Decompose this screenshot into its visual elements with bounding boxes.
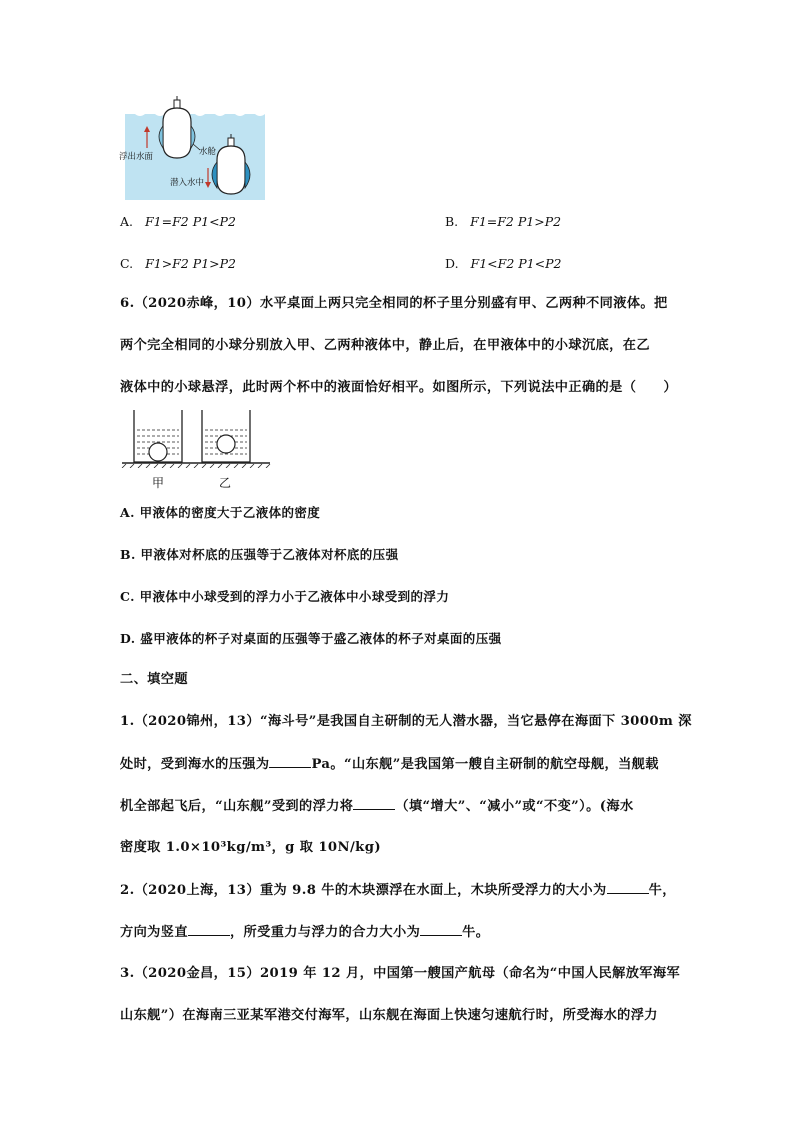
fill2-line-1a: 2.（2020上海，13）重为 9.8 牛的木块漂浮在水面上，木块所受浮力的大小为 xyxy=(120,883,607,898)
fill1-line-2b: Pa。“山东舰”是我国第一艘自主研制的航空母舰，当舰载 xyxy=(311,757,659,772)
fill3-line-2: 山东舰”）在海南三亚某军港交付海军，山东舰在海面上快速匀速航行时，所受海水的浮力 xyxy=(120,1008,658,1023)
q6-option-b[interactable]: B. 甲液体对杯底的压强等于乙液体对杯底的压强 xyxy=(120,547,399,562)
q5-option-d-text: F1<F2 P1<P2 xyxy=(470,256,562,271)
q6-line-1: 6.（2020赤峰，10）水平桌面上两只完全相同的杯子里分别盛有甲、乙两种不同液体。把 xyxy=(120,296,668,311)
q5-option-a[interactable] xyxy=(120,214,236,230)
q6-option-a[interactable]: A. 甲液体的密度大于乙液体的密度 xyxy=(120,505,321,520)
q5-option-a-text: F1=F2 P1<P2 xyxy=(145,214,236,229)
q5-option-b-letter: B. xyxy=(445,214,459,229)
fill1-blank-2[interactable] xyxy=(353,797,395,810)
fill1-line-3a: 机全部起飞后，“山东舰”受到的浮力将 xyxy=(120,799,354,814)
cups-figure xyxy=(120,408,280,490)
fill2-line-2 xyxy=(120,923,489,942)
cup-label-jia: 甲 xyxy=(152,476,165,490)
q6-option-c[interactable]: C. 甲液体中小球受到的浮力小于乙液体中小球受到的浮力 xyxy=(120,589,450,604)
fill2-blank-2[interactable] xyxy=(188,923,230,936)
fill1-line-3b: （填“增大”、“减小”或“不变”）。(海水 xyxy=(395,799,634,814)
cups-diagram xyxy=(120,408,280,468)
fill3-line-1: 3.（2020金昌，15）2019 年 12 月，中国第一艘国产航母（命名为“中国人民解放军海军 xyxy=(120,966,681,981)
fill2-line-2a: 方向为竖直 xyxy=(120,925,188,940)
fill2-line-1b: 牛， xyxy=(648,883,676,898)
label-water-tank: 水舱 xyxy=(199,147,217,157)
submarine-top xyxy=(159,96,195,158)
fill2-line-1 xyxy=(120,881,676,900)
fill1-blank-1[interactable] xyxy=(269,755,311,768)
q5-option-d-letter: D. xyxy=(445,256,459,271)
q5-option-b-text: F1=F2 P1>P2 xyxy=(470,214,562,229)
fill2-line-2b: ，所受重力与浮力的合力大小为 xyxy=(229,925,421,940)
fill1-line-2a: 处时，受到海水的压强为 xyxy=(120,757,270,772)
q5-option-c-text: F1>F2 P1>P2 xyxy=(145,256,236,271)
q5-option-c-letter: C. xyxy=(120,256,134,271)
fill2-blank-1[interactable] xyxy=(607,881,649,894)
q6-line-2: 两个完全相同的小球分别放入甲、乙两种液体中，静止后，在甲液体中的小球沉底，在乙 xyxy=(120,338,650,353)
fill2-blank-3[interactable] xyxy=(420,923,462,936)
label-dive-down: 潜入水中 xyxy=(170,178,205,188)
cup-label-yi: 乙 xyxy=(219,476,232,490)
q6-line-3: 液体中的小球悬浮，此时两个杯中的液面恰好相平。如图所示，下列说法中正确的是（ ） xyxy=(120,380,678,395)
fill1-line-3 xyxy=(120,797,634,816)
q5-option-a-letter: A. xyxy=(120,214,134,229)
q5-option-c[interactable] xyxy=(120,256,236,272)
q5-option-b[interactable] xyxy=(445,214,561,230)
label-float-up: 浮出水面 xyxy=(119,152,154,162)
fill1-line-4: 密度取 1.0×10³kg/m³，g 取 10N/kg) xyxy=(120,840,381,855)
q6-option-d[interactable]: D. 盛甲液体的杯子对桌面的压强等于盛乙液体的杯子对桌面的压强 xyxy=(120,631,502,646)
fill1-line-2 xyxy=(120,755,659,774)
fill2-line-2c: 牛。 xyxy=(462,925,490,940)
fill1-line-1: 1.（2020锦州，13）“海斗号”是我国自主研制的无人潜水器，当它悬停在海面下 3000m 深 xyxy=(120,714,692,729)
q5-option-d[interactable] xyxy=(445,256,561,272)
section-heading-fill-in: 二、填空题 xyxy=(120,672,188,687)
submarine-figure xyxy=(119,96,265,200)
